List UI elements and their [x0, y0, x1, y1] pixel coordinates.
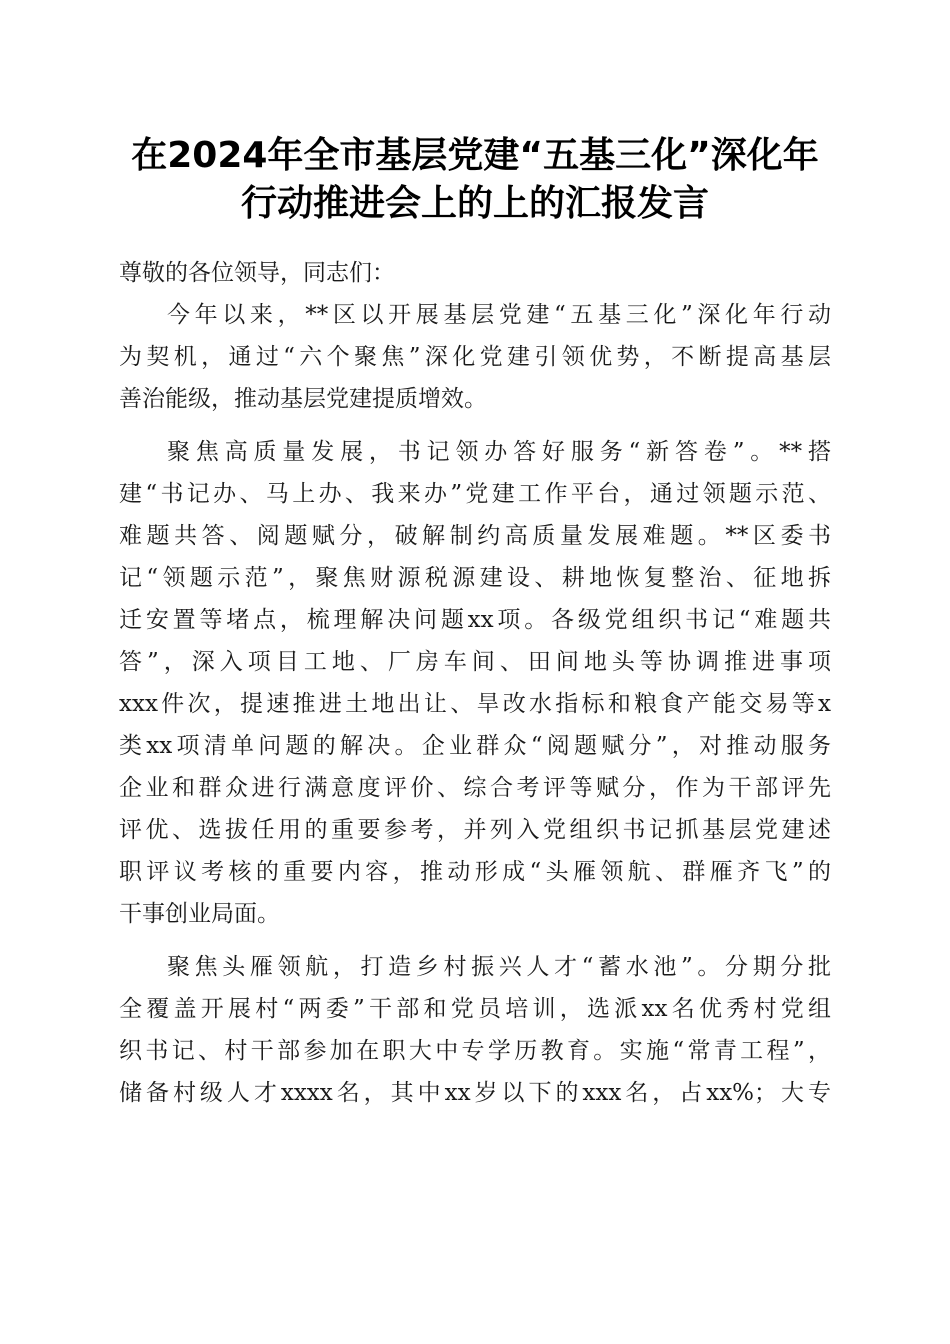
paragraph-line: 类xx项清单问题的解决。企业群众“阅题赋分”，对推动服务 [119, 733, 831, 759]
paragraph-line: 聚焦头雁领航，打造乡村振兴人才“蓄水池”。分期分批 [167, 954, 831, 980]
paragraph-line: 善治能级，推动基层党建提质增效。 [119, 386, 487, 412]
paragraph-line: 织书记、村干部参加在职大中专学历教育。实施“常青工程”， [119, 1038, 831, 1064]
salutation: 尊敬的各位领导，同志们： [119, 260, 395, 286]
document-body [119, 252, 831, 1114]
paragraph-line: 职评议考核的重要内容，推动形成“头雁领航、群雁齐飞”的 [119, 859, 831, 885]
paragraph-line: 今年以来，**区以开展基层党建“五基三化”深化年行动 [167, 302, 831, 328]
paragraph-line: 储备村级人才xxxx名，其中xx岁以下的xxx名，占xx%；大专 [119, 1080, 831, 1106]
paragraph-line: 评优、选拔任用的重要参考，并列入党组织书记抓基层党建述 [119, 817, 831, 843]
paragraph-line: 建“书记办、马上办、我来办”党建工作平台，通过领题示范、 [119, 481, 831, 507]
paragraph-line: 难题共答、阅题赋分，破解制约高质量发展难题。**区委书 [119, 523, 831, 549]
paragraph-line: 企业和群众进行满意度评价、综合考评等赋分，作为干部评先 [119, 775, 831, 801]
paragraph-line: 全覆盖开展村“两委”干部和党员培训，选派xx名优秀村党组 [119, 996, 831, 1022]
paragraph-line: 干事创业局面。 [119, 901, 280, 927]
paragraph-1 [119, 294, 831, 420]
document-title [100, 132, 850, 228]
paragraph-2 [119, 431, 831, 935]
paragraph-line: 迁安置等堵点，梳理解决问题xx项。各级党组织书记“难题共 [119, 607, 831, 633]
paragraph-line: xxx件次，提速推进土地出让、旱改水指标和粮食产能交易等x [119, 691, 831, 717]
paragraph-line: 记“领题示范”，聚焦财源税源建设、耕地恢复整治、征地拆 [119, 565, 831, 591]
paragraph-line: 答”，深入项目工地、厂房车间、田间地头等协调推进事项 [119, 649, 831, 675]
paragraph-line: 聚焦高质量发展，书记领办答好服务“新答卷”。**搭 [167, 439, 831, 465]
title-line-1: 在2024年全市基层党建“五基三化”深化年 [131, 135, 819, 176]
paragraph-line: 为契机，通过“六个聚焦”深化党建引领优势，不断提高基层 [119, 344, 831, 370]
paragraph-3 [119, 946, 831, 1114]
title-line-2: 行动推进会上的上的汇报发言 [240, 183, 709, 224]
